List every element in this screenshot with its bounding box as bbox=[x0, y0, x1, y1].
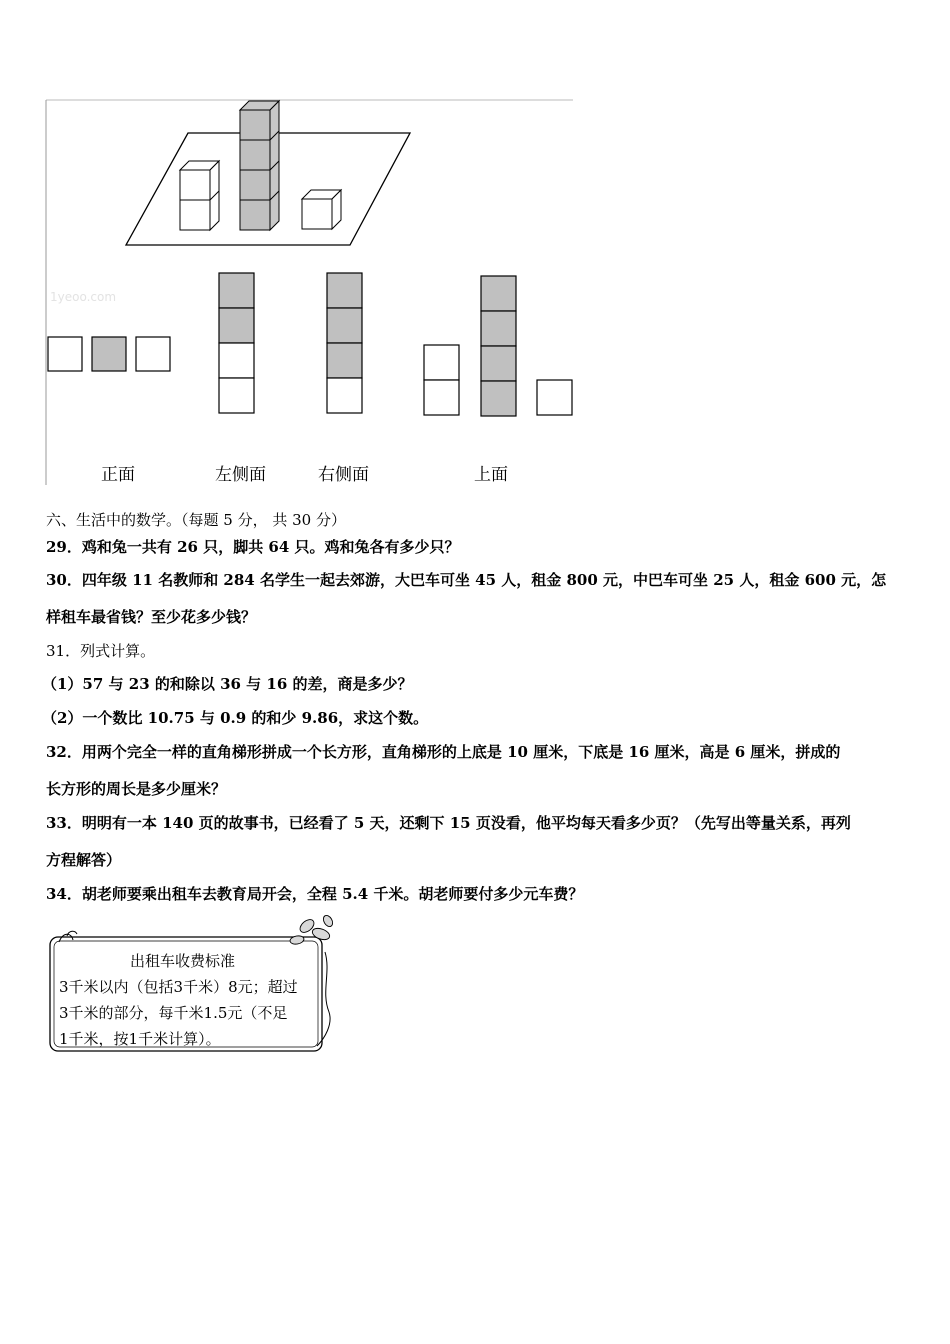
question-29: 29．鸡和兔一共有 26 只，脚共 64 只。鸡和兔各有多少只？ bbox=[46, 538, 460, 556]
taxi-card-line1: 3千米以内（包括3千米）8元；超过 bbox=[59, 978, 298, 996]
taxi-card-line3: 1千米，按1千米计算）。 bbox=[59, 1030, 221, 1048]
question-30-line1: 30．四年级 11 名教师和 284 名学生一起去郊游，大巴车可坐 45 人，租金 800 元，中巴车可坐 25 人，租金 600 元，怎 bbox=[46, 571, 887, 589]
label-front-view: 正面 bbox=[101, 465, 135, 485]
question-32-line2: 长方形的周长是多少厘米？ bbox=[46, 780, 227, 798]
question-34: 34．胡老师要乘出租车去教育局开会，全程 5.4 千米。胡老师要付多少元车费？ bbox=[46, 885, 584, 903]
section-heading: 六、生活中的数学。（每题 5 分， 共 30 分） bbox=[46, 511, 346, 529]
cube-views-figure bbox=[40, 95, 580, 490]
label-left-view: 左侧面 bbox=[215, 465, 266, 485]
view-right-side-squares bbox=[327, 273, 362, 413]
question-31-part1: （1）57 与 23 的和除以 36 与 16 的差，商是多少？ bbox=[42, 675, 413, 693]
question-30-line2: 样租车最省钱？至少花多少钱？ bbox=[46, 608, 257, 626]
view-left-side-squares bbox=[219, 273, 254, 413]
cube-stack-tall bbox=[240, 101, 279, 230]
question-33-line2: 方程解答） bbox=[46, 851, 122, 869]
watermark-text: 1yeoo.com bbox=[50, 290, 117, 304]
taxi-card-title: 出租车收费标准 bbox=[130, 952, 236, 970]
label-right-view: 右侧面 bbox=[318, 465, 369, 485]
cube-single bbox=[302, 190, 341, 229]
question-32-line1: 32．用两个完全一样的直角梯形拼成一个长方形，直角梯形的上底是 10 厘米，下底是 16 厘米，高是 6 厘米，拼成的 bbox=[46, 743, 841, 761]
view-front-squares bbox=[48, 337, 170, 371]
view-top-squares bbox=[424, 276, 572, 416]
question-31-part2: （2）一个数比 10.75 与 0.9 的和少 9.86，求这个数。 bbox=[42, 709, 429, 727]
taxi-card-line2: 3千米的部分，每千米1.5元（不足 bbox=[59, 1004, 288, 1022]
cube-stack-left bbox=[180, 161, 219, 230]
label-top-view: 上面 bbox=[474, 465, 508, 485]
question-33-line1: 33．明明有一本 140 页的故事书，已经看了 5 天，还剩下 15 页没看，他平均每天看多少页？（先写出等量关系，再列 bbox=[46, 814, 851, 832]
question-31: 31．列式计算。 bbox=[46, 642, 156, 660]
